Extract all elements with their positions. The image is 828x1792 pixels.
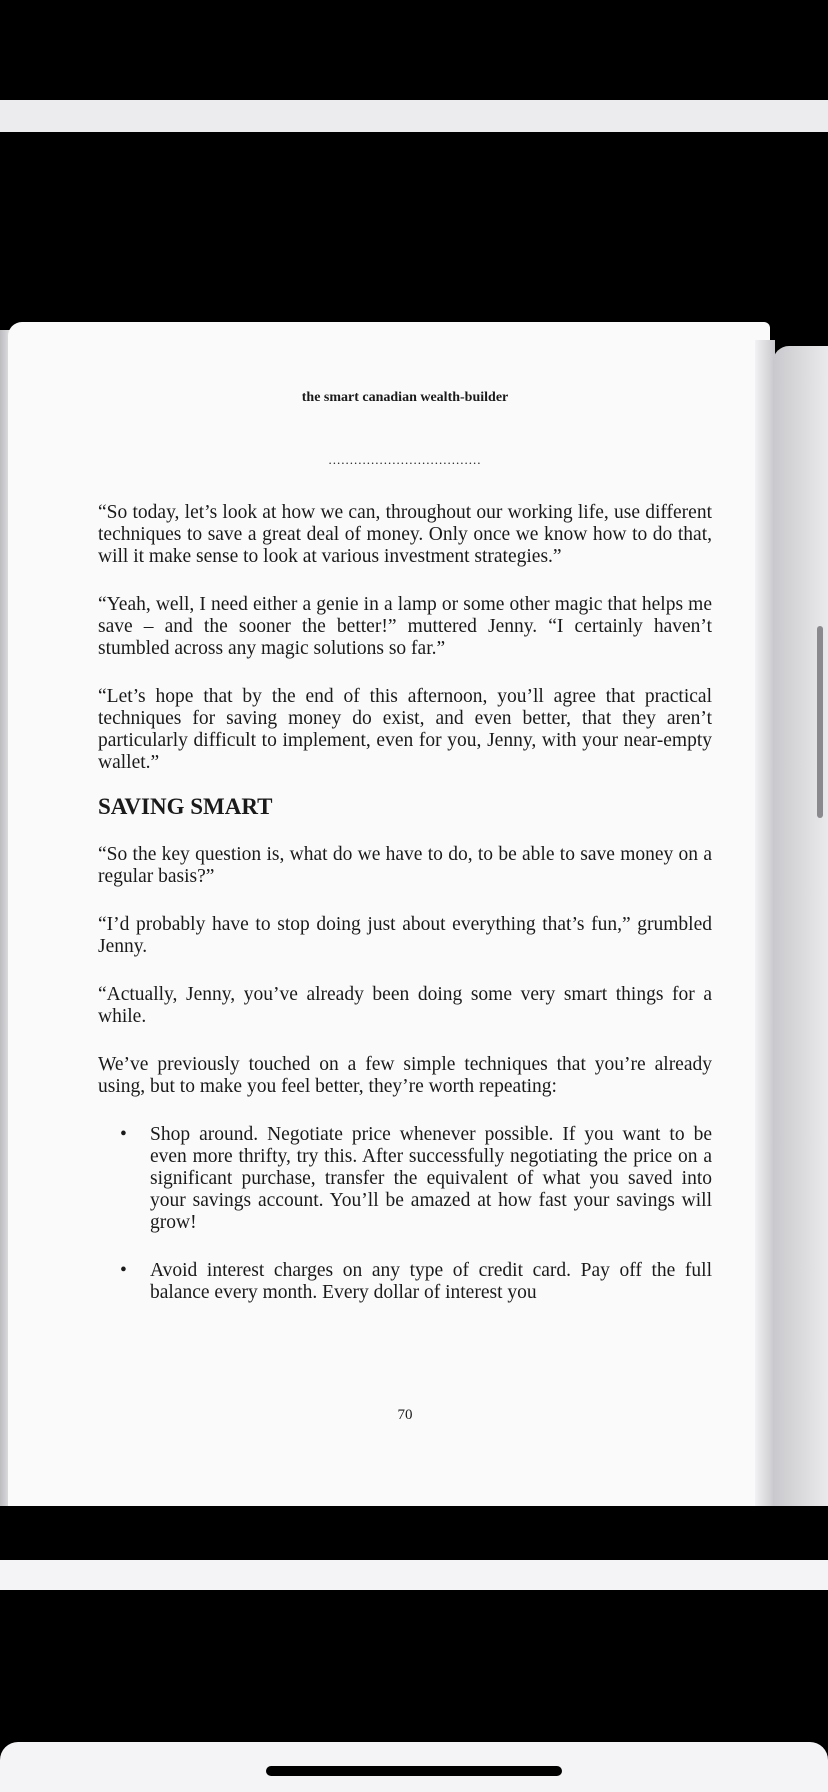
- running-head: the smart canadian wealth-builder: [301, 390, 509, 405]
- bullet-list: [98, 1124, 712, 1304]
- book-gutter-shadow: [755, 340, 775, 1506]
- bullet-icon: •: [120, 1124, 127, 1145]
- page-number: 70: [397, 1407, 413, 1423]
- paragraph: We’ve previously touched on a few simple techniques that you’re already using, but to make you feel better, they’re worth repeating:: [98, 1054, 712, 1097]
- paragraph: “Actually, Jenny, you’ve already been doing some very smart things for a while.: [98, 984, 712, 1027]
- list-item: [98, 1124, 712, 1234]
- bottom-divider-strip: [0, 1560, 828, 1590]
- body-text: [98, 502, 712, 1330]
- home-indicator[interactable]: [266, 1766, 562, 1776]
- paragraph: “Let’s hope that by the end of this afternoon, you’ll agree that practical techniques for saving money do exist, and even better, that they aren’t particularly difficult to implement, even for you, Jenny, with your near-empty wallet.”: [98, 686, 712, 773]
- paragraph: “So the key question is, what do we have to do, to be able to save money on a regular basis?”: [98, 844, 712, 887]
- scrollbar[interactable]: [817, 626, 823, 818]
- top-divider-strip: [0, 100, 828, 132]
- list-item-text: Shop around. Negotiate price whenever possible. If you want to be even more thrifty, try this. After successfully negotiating the price on a significant purchase, transfer the equivalent of what you saved into your savings account. You’ll be amazed at how fast your savings will grow!: [150, 1124, 712, 1233]
- section-separator: ....................................: [328, 452, 482, 467]
- paragraph: “Yeah, well, I need either a genie in a lamp or some other magic that helps me save – and the sooner the better!” muttered Jenny. “I certainly haven’t stumbled across any magic solutions so far.”: [98, 594, 712, 659]
- section-heading: SAVING SMART: [98, 794, 273, 819]
- list-item-text: Avoid interest charges on any type of credit card. Pay off the full balance every month. Every dollar of interest you: [150, 1260, 712, 1303]
- facing-page-edge: [773, 346, 828, 1506]
- paragraph: “I’d probably have to stop doing just about everything that’s fun,” grumbled Jenny.: [98, 914, 712, 957]
- bullet-icon: •: [120, 1260, 127, 1281]
- paragraph: “So today, let’s look at how we can, throughout our working life, use different techniques to save a great deal of money. Only once we know how to do that, will it make sense to look at various investment strategies.”: [98, 502, 712, 567]
- list-item: [98, 1260, 712, 1304]
